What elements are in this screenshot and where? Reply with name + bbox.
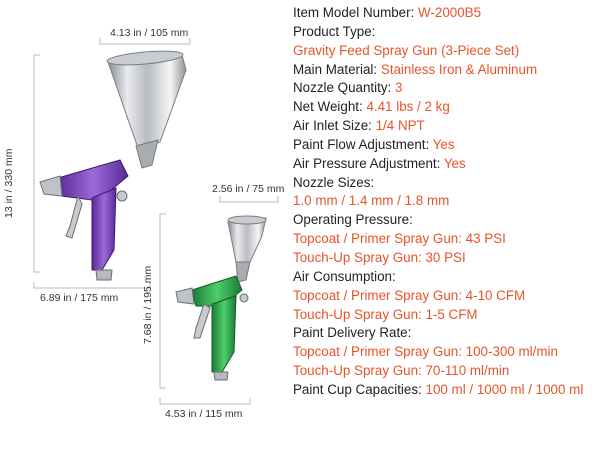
- spec-cup-capacities: Paint Cup Capacities: 100 ml / 1000 ml / 1000 ml: [293, 381, 584, 397]
- small-gun-length-label: 4.53 in / 115 mm: [165, 408, 243, 420]
- large-gun-width-label: 4.13 in / 105 mm: [110, 27, 189, 39]
- large-gun-height-label: 13 in / 330 mm: [3, 148, 15, 218]
- product-illustration: [0, 0, 290, 450]
- spec-paint-delivery-label: Paint Delivery Rate:: [293, 325, 412, 341]
- large-gun-length-label: 6.89 in / 175 mm: [40, 292, 119, 304]
- large-spray-gun: [40, 49, 186, 280]
- spec-paint-delivery-topcoat: Topcoat / Primer Spray Gun: 100-300 ml/min: [293, 344, 558, 360]
- spec-product-type-label: Product Type:: [293, 23, 376, 39]
- spec-list: [293, 4, 598, 400]
- spec-nozzle-sizes-value: 1.0 mm / 1.4 mm / 1.8 mm: [293, 193, 450, 209]
- small-gun-width-label: 2.56 in / 75 mm: [212, 183, 285, 195]
- spec-net-weight: Net Weight: 4.41 lbs / 2 kg: [293, 99, 450, 115]
- spec-item-model: Item Model Number: W-2000B5: [293, 5, 482, 20]
- spec-operating-pressure-label: Operating Pressure:: [293, 212, 413, 228]
- spec-air-consumption-topcoat: Topcoat / Primer Spray Gun: 4-10 CFM: [293, 287, 526, 303]
- spec-air-inlet: Air Inlet Size: 1/4 NPT: [293, 118, 425, 134]
- spec-operating-pressure-topcoat: Topcoat / Primer Spray Gun: 43 PSI: [293, 231, 506, 247]
- spec-nozzle-sizes-label: Nozzle Sizes:: [293, 174, 375, 190]
- spec-paint-flow: Paint Flow Adjustment: Yes: [293, 136, 455, 152]
- small-spray-gun: [176, 216, 266, 380]
- spec-air-pressure-adjustment: Air Pressure Adjustment: Yes: [293, 155, 466, 171]
- small-gun-height-label: 7.68 in / 195 mm: [142, 265, 154, 344]
- spec-air-consumption-touchup: Touch-Up Spray Gun: 1-5 CFM: [293, 306, 478, 322]
- spec-operating-pressure-touchup: Touch-Up Spray Gun: 30 PSI: [293, 249, 466, 265]
- spec-material: Main Material: Stainless Iron & Aluminum: [293, 61, 538, 77]
- spec-nozzle-quantity: Nozzle Quantity: 3: [293, 80, 403, 96]
- spec-paint-delivery-touchup: Touch-Up Spray Gun: 70-110 ml/min: [293, 363, 510, 379]
- spec-air-consumption-label: Air Consumption:: [293, 268, 396, 284]
- spec-product-type-value: Gravity Feed Spray Gun (3-Piece Set): [293, 42, 520, 58]
